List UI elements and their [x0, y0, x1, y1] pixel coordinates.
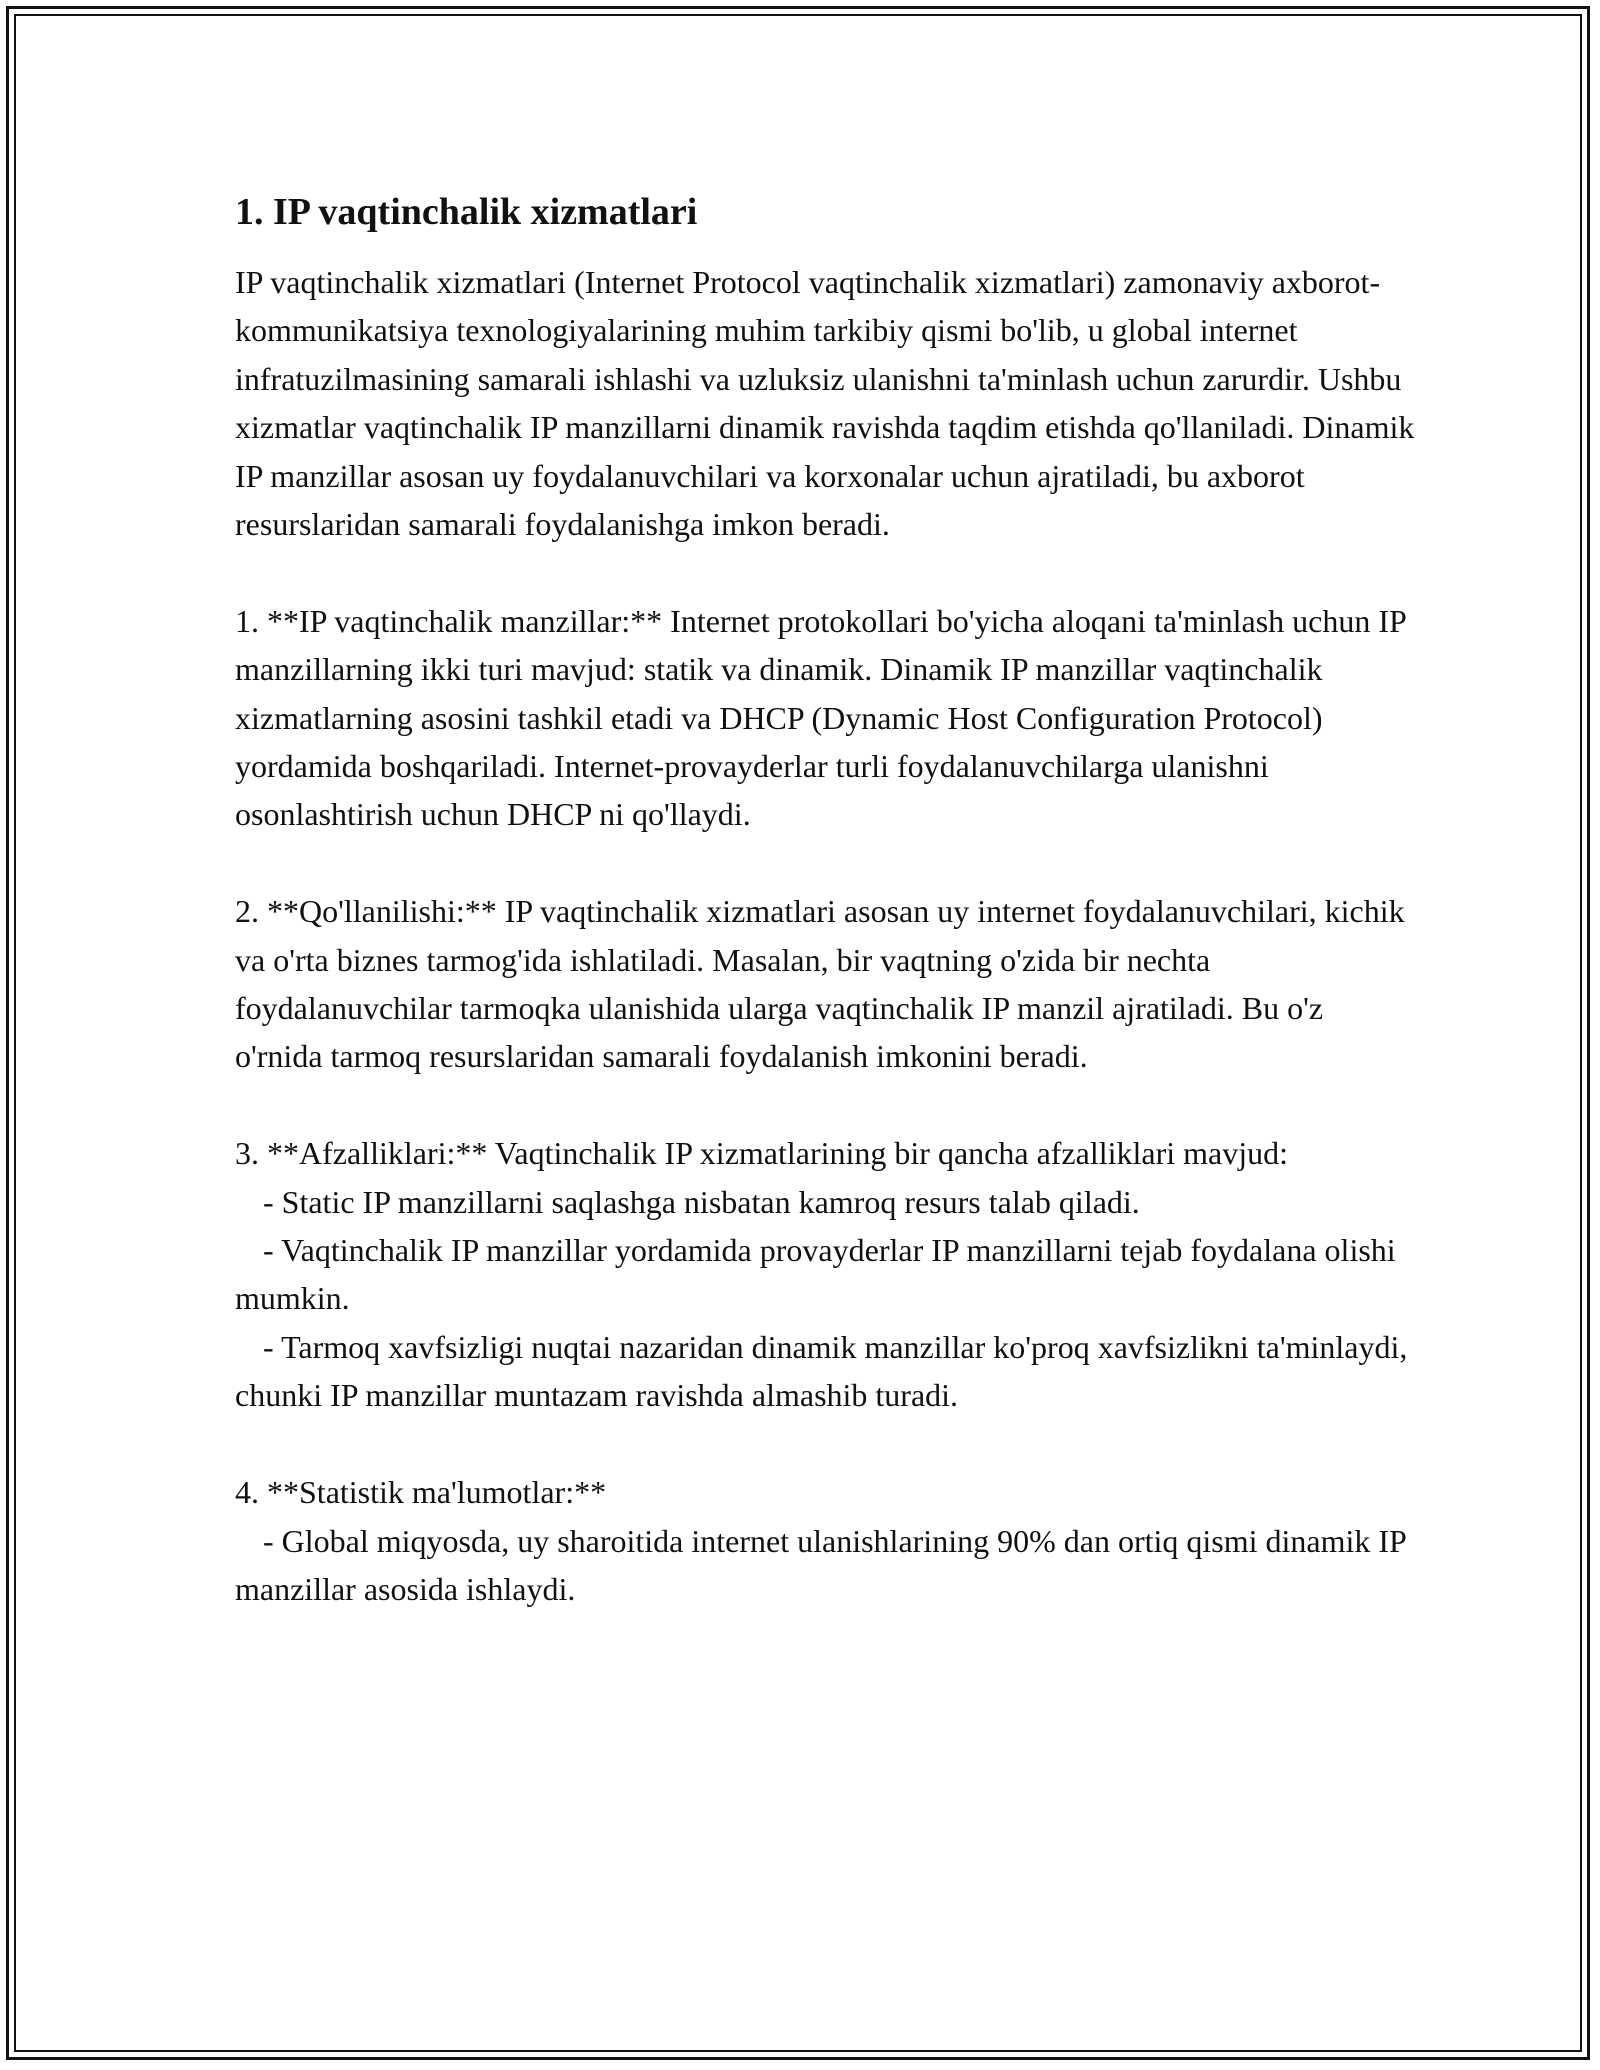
document-body [235, 188, 1415, 1613]
paragraph-spacer [235, 548, 1415, 596]
section-4-title: 4. **Statistik ma'lumotlar:** [235, 1474, 607, 1511]
paragraph-spacer [235, 839, 1415, 887]
section-1-paragraph: 1. **IP vaqtinchalik manzillar:** Internet protokollari bo'yicha aloqani ta'minlash uchun IP manzillarning ikki turi mavjud: statik va dinamik. Dinamik IP manzillar vaqtinchalik xizmatlarning asosini tashkil etadi va DHCP (Dynamic Host Configuration Protocol) yordamida boshqariladi. Internet-provayderlar turli foydalanuvchilarga ulanishni osonlashtirish uchun DHCP ni qo'llaydi. [235, 602, 1406, 833]
section-3-bullet: - Static IP manzillarni saqlashga nisbatan kamroq resurs talab qiladi. [263, 1183, 1140, 1220]
section-3-bullet: - Tarmoq xavfsizligi nuqtai nazaridan dinamik manzillar ko'proq xavfsizlikni ta'minlaydi, chunki IP manzillar muntazam ravishda almashib turadi. [235, 1328, 1408, 1414]
paragraph-spacer [235, 1081, 1415, 1129]
section-heading: 1. IP vaqtinchalik xizmatlari [235, 191, 698, 233]
paragraph-spacer [235, 1420, 1415, 1468]
section-2-paragraph: 2. **Qo'llanilishi:** IP vaqtinchalik xizmatlari asosan uy internet foydalanuvchilari, kichik va o'rta biznes tarmog'ida ishlatiladi. Masalan, bir vaqtning o'zida bir nechta foydalanuvchilar tarmoqka ulanishida ularga vaqtinchalik IP manzil ajratiladi. Bu o'z o'rnida tarmoq resurslaridan samarali foydalanish imkonini beradi. [235, 893, 1405, 1075]
section-3-title: 3. **Afzalliklari:** Vaqtinchalik IP xizmatlarining bir qancha afzalliklari mavjud: [235, 1135, 1289, 1172]
section-4-bullet: - Global miqyosda, uy sharoitida internet ulanishlarining 90% dan ortiq qismi dinamik IP manzillar asosida ishlaydi. [235, 1522, 1406, 1607]
section-3-bullet: - Vaqtinchalik IP manzillar yordamida provayderlar IP manzillarni tejab foydalana olishi mumkin. [235, 1232, 1396, 1317]
intro-paragraph: IP vaqtinchalik xizmatlari (Internet Protocol vaqtinchalik xizmatlari) zamonaviy axborot-kommunikatsiya texnologiyalarining muhim tarkibiy qismi bo'lib, u global internet infratuzilmasining samarali ishlashi va uzluksiz ulanishni ta'minlash uchun zarurdir. Ushbu xizmatlar vaqtinchalik IP manzillarni dinamik ravishda taqdim etishda qo'llaniladi. Dinamik IP manzillar asosan uy foydalanuvchilari va korxonalar uchun ajratiladi, bu axborot resurslaridan samarali foydalanishga imkon beradi. [235, 264, 1415, 543]
